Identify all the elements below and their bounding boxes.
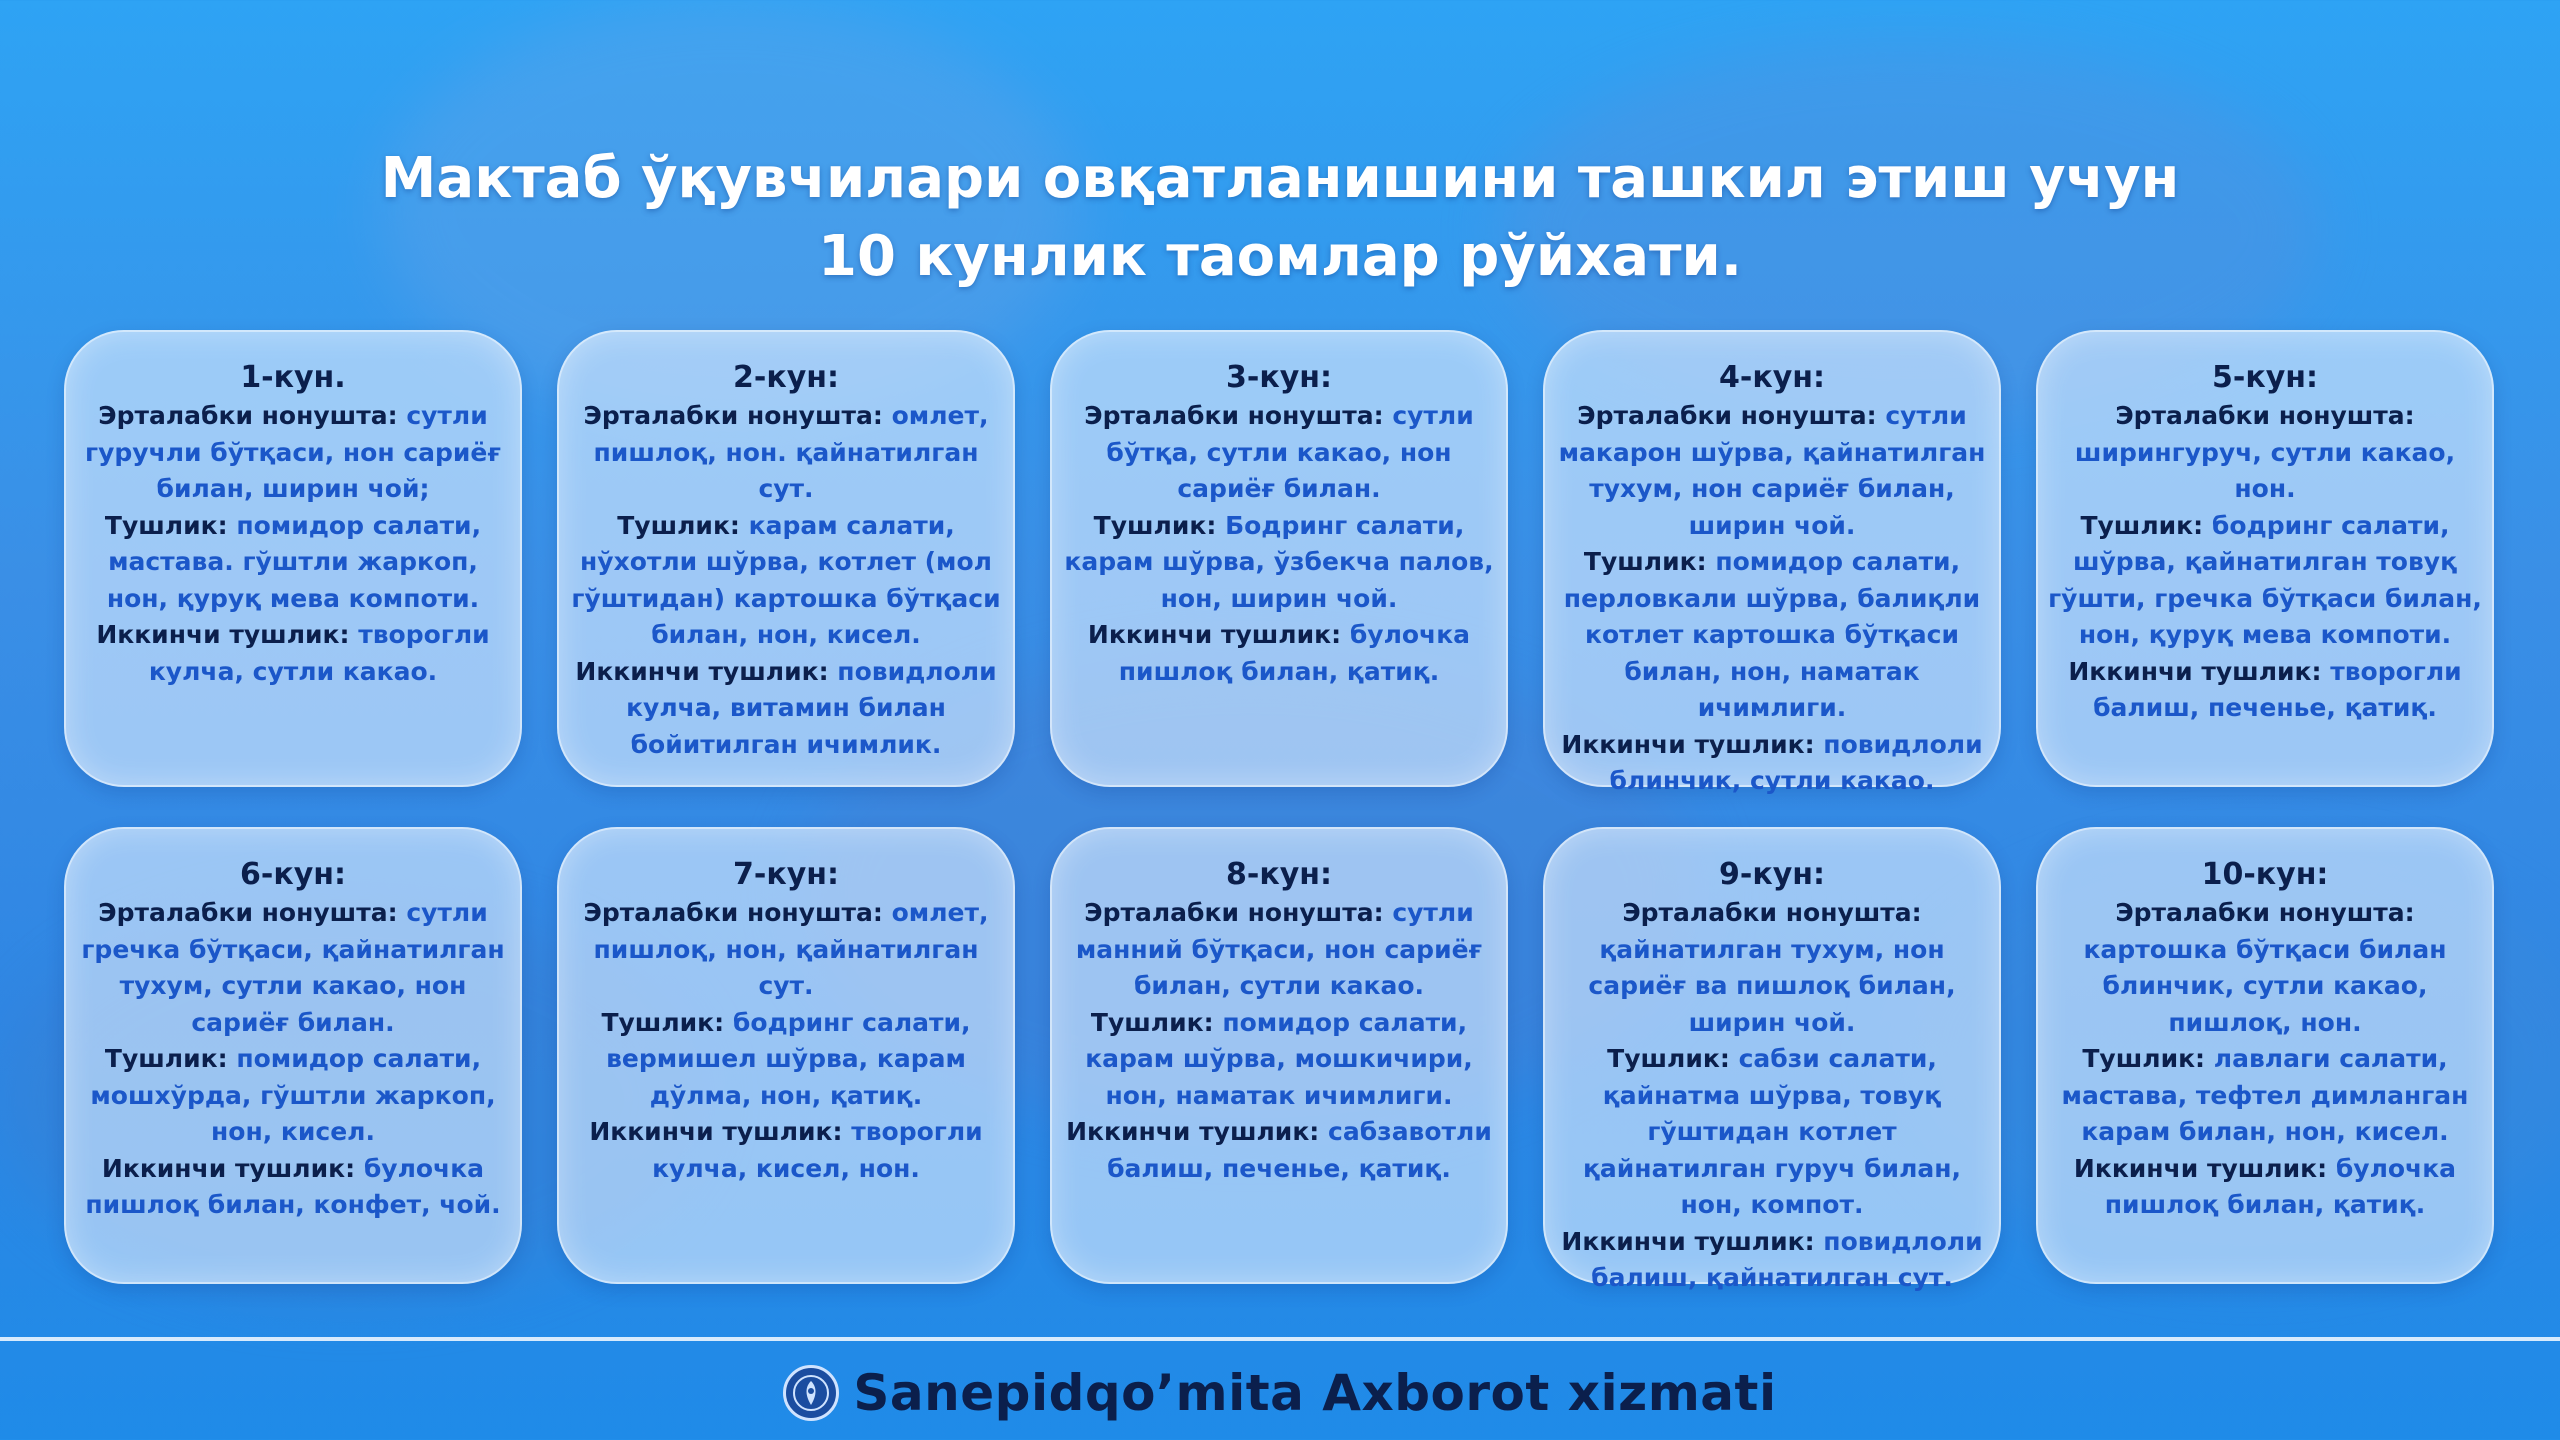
- breakfast-label: Эрталабки нонушта:: [2115, 898, 2415, 927]
- breakfast-label: Эрталабки нонушта:: [2115, 401, 2415, 430]
- breakfast-text: сутли манний бўтқаси, нон сариёғ билан, сутли какао.: [1075, 898, 1483, 1000]
- lunch-text: лавлаги салати, мастава, тефтел димланган карам билан, нон, кисел.: [2061, 1044, 2469, 1146]
- footer-brand-text: Sanepidqo’mita Axborot xizmati: [853, 1363, 1777, 1422]
- second-lunch-text: сабзавотли балиш, печенье, қатиқ.: [1107, 1117, 1492, 1183]
- day-card-9: [1543, 827, 2001, 1292]
- lunch-text: помидор салати, перловкали шўрва, балиқли котлет картошка бўтқаси билан, нон, наматак ичимлиги.: [1563, 547, 1981, 722]
- day-title: 8-кун:: [1226, 857, 1332, 892]
- second-lunch-text: творогли балиш, печенье, қатиқ.: [2093, 656, 2462, 722]
- lunch-text: помидор салати, мастава. гўштли жаркоп, нон, қуруқ мева компоти.: [106, 510, 482, 613]
- lunch-text: Бодринг салати, карам шўрва, ўзбекча палов, нон, ширин чой.: [1064, 510, 1494, 613]
- breakfast-label: Эрталабки нонушта:: [1084, 898, 1384, 927]
- breakfast-text: қайнатилган тухум, нон сариёғ ва пишлоқ билан, ширин чой.: [1588, 934, 1956, 1037]
- second-lunch-label: Иккинчи тушлик:: [2073, 1153, 2328, 1183]
- day-title: 6-кун:: [240, 857, 346, 892]
- breakfast-text: картошка бўтқаси билан блинчик, сутли какао, пишлоқ, нон.: [2083, 934, 2447, 1037]
- day-card-8: [1050, 827, 1508, 1284]
- emblem-icon: [783, 1365, 839, 1421]
- lunch-label: Тушлик:: [104, 510, 228, 540]
- breakfast-label: Эрталабки нонушта:: [1084, 401, 1384, 430]
- lunch-text: бодринг салати, шўрва, қайнатилган товуқ гўшти, гречка бўтқаси билан, нон, қуруқ мева компоти.: [2048, 510, 2482, 649]
- day-title: 9-кун:: [1719, 857, 1825, 892]
- menu-grid: [64, 330, 2494, 1292]
- day-card-10: [2036, 827, 2494, 1284]
- second-lunch-text: повидлоли блинчик, сутли какао.: [1609, 729, 1983, 795]
- second-lunch-label: Иккинчи тушлик:: [1066, 1117, 1320, 1146]
- breakfast-text: сутли гуручли бўтқаси, нон сариёғ билан, ширин чой;: [85, 401, 501, 503]
- breakfast-label: Эрталабки нонушта:: [583, 401, 883, 430]
- day-title: 5-кун:: [2212, 360, 2318, 395]
- title-line-2: 10 кунлик таомлар рўйхати.: [818, 224, 1742, 289]
- lunch-label: Тушлик:: [617, 510, 740, 540]
- footer: [0, 1355, 2560, 1430]
- second-lunch-label: Иккинчи тушлик:: [96, 620, 350, 649]
- second-lunch-label: Иккинчи тушлик:: [2068, 656, 2322, 686]
- breakfast-label: Эрталабки нонушта:: [583, 898, 883, 927]
- day-title: 7-кун:: [733, 857, 839, 892]
- day-card-2: [557, 330, 1015, 787]
- lunch-text: сабзи салати, қайнатма шўрва, товуқ гўштидан котлет қайнатилган гуруч билан, нон, компот.: [1582, 1044, 1962, 1219]
- second-lunch-label: Иккинчи тушлик:: [101, 1153, 356, 1183]
- lunch-label: Тушлик:: [2080, 510, 2204, 540]
- second-lunch-label: Иккинчи тушлик:: [575, 656, 829, 686]
- lunch-text: помидор салати, мошхўрда, гўштли жаркоп, нон, кисел.: [90, 1044, 496, 1146]
- day-title: 10-кун:: [2201, 857, 2329, 892]
- footer-divider: [0, 1337, 2560, 1341]
- lunch-label: Тушлик:: [1093, 510, 1217, 540]
- lunch-label: Тушлик:: [1090, 1007, 1214, 1037]
- day-title: 1-кун.: [240, 360, 346, 395]
- day-card-4: [1543, 330, 2001, 795]
- second-lunch-text: повидлоли кулча, витамин билан бойитилган ичимлик.: [626, 656, 997, 759]
- title-line-1: Мактаб ўқувчилари овқатланишини ташкил этиш учун: [380, 146, 2180, 211]
- second-lunch-label: Иккинчи тушлик:: [1561, 729, 1815, 759]
- second-lunch-text: творогли кулча, кисел, нон.: [652, 1117, 983, 1183]
- second-lunch-text: повидлоли балиш, қайнатилган сут.: [1591, 1226, 1983, 1292]
- second-lunch-text: булочка пишлоқ билан, қатиқ.: [1118, 620, 1471, 686]
- lunch-text: карам салати, нўхотли шўрва, котлет (мол гўштидан) картошка бўтқаси билан, нон, кисел.: [571, 510, 1001, 649]
- breakfast-text: сутли бўтқа, сутли какао, нон сариёғ билан.: [1106, 401, 1474, 503]
- day-title: 2-кун:: [733, 360, 839, 395]
- day-card-1: [64, 330, 522, 787]
- second-lunch-text: булочка пишлоқ билан, конфет, чой.: [85, 1153, 501, 1219]
- breakfast-text: сутли макарон шўрва, қайнатилган тухум, нон сариёғ билан, ширин чой.: [1558, 401, 1986, 540]
- day-card-5: [2036, 330, 2494, 787]
- breakfast-label: Эрталабки нонушта:: [1622, 898, 1922, 927]
- second-lunch-text: творогли кулча, сутли какао.: [148, 620, 490, 686]
- day-card-7: [557, 827, 1015, 1284]
- breakfast-text: сутли гречка бўтқаси, қайнатилган тухум, сутли какао, нон сариёғ билан.: [81, 898, 505, 1037]
- breakfast-text: омлет, пишлоқ, нон. қайнатилган сут.: [593, 401, 989, 503]
- lunch-label: Тушлик:: [1583, 547, 1707, 576]
- lunch-text: бодринг салати, вермишел шўрва, карам дўлма, нон, қатиқ.: [606, 1007, 971, 1110]
- breakfast-label: Эрталабки нонушта:: [98, 401, 398, 430]
- page-title: [0, 140, 2560, 296]
- breakfast-text: омлет, пишлоқ, нон, қайнатилган сут.: [593, 898, 989, 1000]
- second-lunch-label: Иккинчи тушлик:: [1561, 1226, 1815, 1256]
- day-card-3: [1050, 330, 1508, 787]
- second-lunch-label: Иккинчи тушлик:: [589, 1117, 843, 1146]
- second-lunch-label: Иккинчи тушлик:: [1087, 620, 1342, 649]
- day-title: 3-кун:: [1226, 360, 1332, 395]
- day-title: 4-кун:: [1719, 360, 1825, 395]
- breakfast-label: Эрталабки нонушта:: [1577, 401, 1877, 430]
- lunch-label: Тушлик:: [601, 1007, 725, 1037]
- second-lunch-text: булочка пишлоқ билан, қатиқ.: [2104, 1153, 2457, 1219]
- lunch-label: Тушлик:: [1607, 1044, 1730, 1073]
- breakfast-text: ширингуруч, сутли какао, нон.: [2074, 437, 2456, 503]
- day-card-6: [64, 827, 522, 1284]
- breakfast-label: Эрталабки нонушта:: [98, 898, 398, 927]
- lunch-label: Тушлик:: [104, 1044, 228, 1073]
- lunch-text: помидор салати, карам шўрва, мошкичири, нон, наматак ичимлиги.: [1085, 1007, 1473, 1110]
- lunch-label: Тушлик:: [2082, 1044, 2206, 1073]
